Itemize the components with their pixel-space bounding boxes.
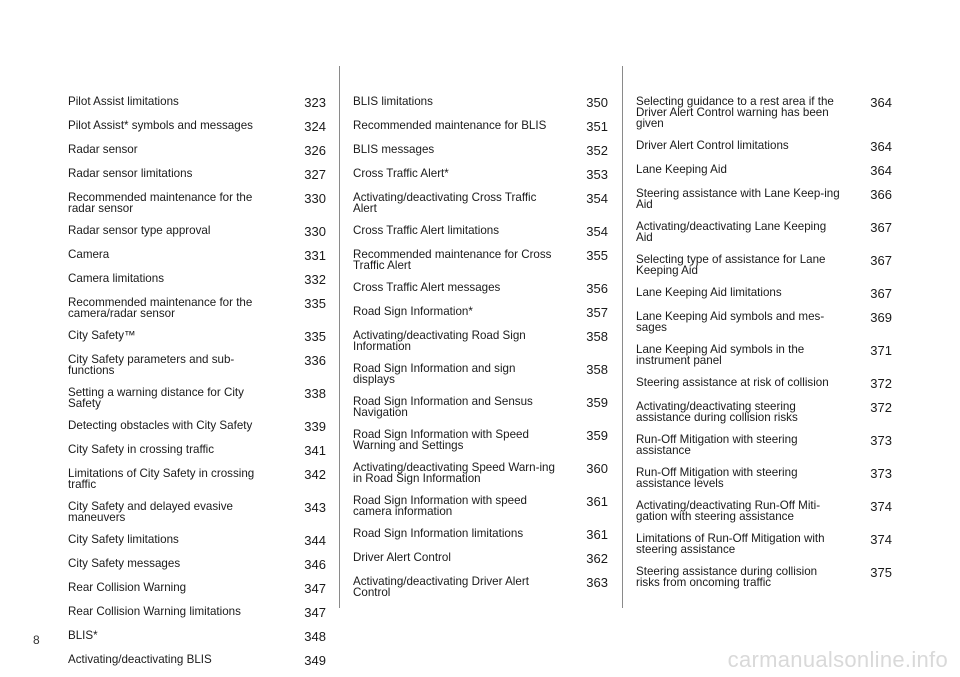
- toc-entry[interactable]: [353, 548, 608, 565]
- toc-entry[interactable]: [68, 92, 326, 109]
- toc-entry-title: Run-Off Mitigation with steering assistance: [636, 433, 798, 457]
- toc-entry-page: 361: [586, 494, 608, 509]
- toc-entry-title: Road Sign Information with Speed Warning and Settings: [353, 428, 529, 452]
- toc-entry-title: City Safety in crossing traffic: [68, 443, 215, 456]
- toc-entry[interactable]: [353, 221, 608, 238]
- toc-entry-title: Recommended maintenance for the radar sensor: [68, 191, 253, 215]
- toc-entry-page: 374: [870, 532, 892, 547]
- toc-entry-title: Road Sign Information*: [353, 305, 473, 318]
- toc-entry-title: Activating/deactivating BLIS: [68, 653, 212, 666]
- toc-entry-page: 367: [870, 286, 892, 301]
- toc-entry-title: Activating/deactivating Run-Off Miti-gation with steering assistance: [636, 499, 821, 523]
- toc-entry-page: 362: [586, 551, 608, 566]
- toc-entry-title: Run-Off Mitigation with steering assistance levels: [636, 466, 798, 490]
- toc-entry[interactable]: [353, 278, 608, 295]
- toc-entry-title: City Safety limitations: [68, 533, 179, 546]
- toc-entry-page: 372: [870, 376, 892, 391]
- toc-entry-page: 374: [870, 499, 892, 514]
- toc-entry[interactable]: [68, 626, 326, 643]
- toc-entry-title: Steering assistance with Lane Keep-ing Aid: [636, 187, 840, 211]
- toc-entry-title: Lane Keeping Aid symbols and mes-sages: [636, 310, 825, 334]
- toc-entry-page: 339: [304, 419, 326, 434]
- toc-entry[interactable]: [353, 164, 608, 181]
- toc-entry-title: Driver Alert Control: [353, 551, 451, 564]
- toc-entry[interactable]: [636, 160, 892, 177]
- toc-entry[interactable]: [353, 359, 608, 385]
- toc-entry-page: 347: [304, 605, 326, 620]
- toc-entry[interactable]: [636, 430, 892, 456]
- toc-entry-title: Limitations of Run-Off Mitigation with steering assistance: [636, 532, 825, 556]
- toc-entry-title: Cross Traffic Alert limitations: [353, 224, 500, 237]
- toc-entry-title: Road Sign Information limitations: [353, 527, 524, 540]
- toc-entry-page: 358: [586, 329, 608, 344]
- column-divider: [339, 66, 340, 608]
- toc-entry-title: BLIS messages: [353, 143, 435, 156]
- toc-entry-title: Rear Collision Warning limitations: [68, 605, 241, 618]
- toc-entry[interactable]: [636, 373, 892, 390]
- toc-entry-page: 361: [586, 527, 608, 542]
- toc-entry-page: 326: [304, 143, 326, 158]
- toc-entry-title: Selecting type of assistance for Lane Keeping Aid: [636, 253, 826, 277]
- toc-entry-title: Activating/deactivating Road Sign Information: [353, 329, 526, 353]
- toc-entry[interactable]: [636, 496, 892, 522]
- toc-entry-page: 371: [870, 343, 892, 358]
- toc-entry[interactable]: [636, 136, 892, 153]
- toc-entry-title: City Safety parameters and sub-functions: [68, 353, 235, 377]
- toc-entry-page: 353: [586, 167, 608, 182]
- toc-entry-page: 359: [586, 395, 608, 410]
- toc-entry-title: Pilot Assist* symbols and messages: [68, 119, 253, 132]
- toc-entry[interactable]: [636, 307, 892, 333]
- toc-entry-page: 351: [586, 119, 608, 134]
- toc-entry-title: Radar sensor: [68, 143, 138, 156]
- toc-entry-title: Activating/deactivating steering assistance during collision risks: [636, 400, 798, 424]
- toc-entry[interactable]: [68, 350, 326, 376]
- toc-column-2: [353, 92, 608, 605]
- toc-entry-title: Lane Keeping Aid symbols in the instrument panel: [636, 343, 805, 367]
- toc-entry-title: Cross Traffic Alert messages: [353, 281, 501, 294]
- toc-entry-title: Pilot Assist limitations: [68, 95, 179, 108]
- toc-entry-page: 363: [586, 575, 608, 590]
- toc-entry-title: Lane Keeping Aid: [636, 163, 727, 176]
- toc-entry-title: City Safety™: [68, 329, 136, 342]
- toc-entry[interactable]: [68, 602, 326, 619]
- toc-entry[interactable]: [353, 92, 608, 109]
- toc-entry-title: Activating/deactivating Speed Warn-ing in Road Sign Information: [353, 461, 555, 485]
- toc-entry-page: 338: [304, 386, 326, 401]
- toc-entry[interactable]: [68, 416, 326, 433]
- toc-entry[interactable]: [68, 440, 326, 457]
- toc-entry-page: 359: [586, 428, 608, 443]
- toc-entry[interactable]: [68, 497, 326, 523]
- toc-entry-page: 341: [304, 443, 326, 458]
- toc-entry-page: 354: [586, 224, 608, 239]
- toc-entry-page: 373: [870, 466, 892, 481]
- toc-entry-title: Camera limitations: [68, 272, 164, 285]
- toc-entry-title: Steering assistance at risk of collision: [636, 376, 829, 389]
- toc-entry-page: 335: [304, 296, 326, 311]
- toc-entry-page: 357: [586, 305, 608, 320]
- toc-entry-page: 331: [304, 248, 326, 263]
- toc-entry[interactable]: [68, 650, 326, 667]
- toc-entry[interactable]: [636, 562, 892, 588]
- toc-entry-title: Recommended maintenance for the camera/radar sensor: [68, 296, 253, 320]
- watermark: carmanualsonline.info: [727, 647, 948, 672]
- toc-entry[interactable]: [353, 425, 608, 451]
- toc-entry-title: Road Sign Information and sign displays: [353, 362, 516, 386]
- toc-entry-page: 332: [304, 272, 326, 287]
- toc-entry[interactable]: [636, 92, 892, 129]
- toc-entry[interactable]: [636, 250, 892, 276]
- toc-column-1: [68, 92, 326, 674]
- toc-entry[interactable]: [68, 245, 326, 262]
- toc-entry-page: 350: [586, 95, 608, 110]
- toc-entry-title: Activating/deactivating Driver Alert Control: [353, 575, 529, 599]
- toc-entry-title: Selecting guidance to a rest area if the Driver Alert Control warning has been given: [636, 95, 834, 130]
- toc-entry-page: 360: [586, 461, 608, 476]
- toc-entry-title: Cross Traffic Alert*: [353, 167, 449, 180]
- toc-entry-title: Recommended maintenance for Cross Traffic Alert: [353, 248, 552, 272]
- toc-entry[interactable]: [353, 458, 608, 484]
- toc-entry-title: Camera: [68, 248, 110, 261]
- toc-entry-page: 352: [586, 143, 608, 158]
- toc-entry-page: 324: [304, 119, 326, 134]
- toc-entry-page: 375: [870, 565, 892, 580]
- toc-entry-title: Radar sensor type approval: [68, 224, 211, 237]
- toc-entry[interactable]: [68, 140, 326, 157]
- toc-entry-title: Recommended maintenance for BLIS: [353, 119, 547, 132]
- toc-entry[interactable]: [636, 217, 892, 243]
- toc-entry[interactable]: [353, 140, 608, 157]
- toc-entry-title: BLIS*: [68, 629, 98, 642]
- toc-entry-page: 366: [870, 187, 892, 202]
- toc-entry-page: 367: [870, 253, 892, 268]
- toc-entry[interactable]: [68, 326, 326, 343]
- toc-entry-title: Lane Keeping Aid limitations: [636, 286, 782, 299]
- toc-entry[interactable]: [68, 383, 326, 409]
- toc-entry-page: 354: [586, 191, 608, 206]
- toc-entry[interactable]: [68, 464, 326, 490]
- toc-entry[interactable]: [68, 554, 326, 571]
- toc-entry-title: Activating/deactivating Cross Traffic Alert: [353, 191, 537, 215]
- toc-entry[interactable]: [68, 530, 326, 547]
- toc-entry[interactable]: [68, 293, 326, 319]
- toc-entry[interactable]: [636, 463, 892, 489]
- toc-entry-page: 346: [304, 557, 326, 572]
- toc-entry-title: City Safety messages: [68, 557, 181, 570]
- toc-entry-page: 344: [304, 533, 326, 548]
- toc-entry-page: 367: [870, 220, 892, 235]
- toc-entry-title: City Safety and delayed evasive maneuvers: [68, 500, 233, 524]
- toc-entry[interactable]: [353, 302, 608, 319]
- toc-entry[interactable]: [353, 392, 608, 418]
- toc-entry-title: Setting a warning distance for City Safety: [68, 386, 244, 410]
- toc-entry-page: 369: [870, 310, 892, 325]
- toc-entry-page: 335: [304, 329, 326, 344]
- toc-entry[interactable]: [636, 184, 892, 210]
- toc-entry-page: 343: [304, 500, 326, 515]
- page-number: 8: [33, 633, 40, 647]
- toc-entry[interactable]: [68, 221, 326, 238]
- toc-entry-title: Rear Collision Warning: [68, 581, 187, 594]
- toc-entry-title: Road Sign Information and Sensus Navigation: [353, 395, 533, 419]
- toc-entry[interactable]: [353, 245, 608, 271]
- toc-entry-title: Limitations of City Safety in crossing traffic: [68, 467, 255, 491]
- toc-entry-page: 349: [304, 653, 326, 668]
- toc-entry[interactable]: [636, 529, 892, 555]
- toc-entry[interactable]: [68, 269, 326, 286]
- toc-entry-page: 347: [304, 581, 326, 596]
- toc-entry[interactable]: [353, 188, 608, 214]
- toc-entry-page: 364: [870, 95, 892, 110]
- toc-entry[interactable]: [68, 164, 326, 181]
- toc-entry[interactable]: [353, 572, 608, 598]
- toc-entry[interactable]: [68, 578, 326, 595]
- toc-entry-page: 327: [304, 167, 326, 182]
- toc-entry-title: Steering assistance during collision risks from oncoming traffic: [636, 565, 818, 589]
- toc-entry-page: 323: [304, 95, 326, 110]
- toc-entry-title: Radar sensor limitations: [68, 167, 193, 180]
- toc-entry-page: 342: [304, 467, 326, 482]
- toc-entry-page: 336: [304, 353, 326, 368]
- toc-entry-page: 373: [870, 433, 892, 448]
- toc-column-3: [636, 92, 892, 595]
- toc-entry[interactable]: [353, 326, 608, 352]
- toc-entry[interactable]: [353, 491, 608, 517]
- toc-entry-title: BLIS limitations: [353, 95, 433, 108]
- toc-entry[interactable]: [353, 116, 608, 133]
- column-divider: [622, 66, 623, 608]
- toc-entry-page: 355: [586, 248, 608, 263]
- toc-entry-page: 364: [870, 163, 892, 178]
- toc-entry-page: 330: [304, 191, 326, 206]
- toc-entry-page: 348: [304, 629, 326, 644]
- toc-entry[interactable]: [636, 397, 892, 423]
- toc-entry-title: Detecting obstacles with City Safety: [68, 419, 253, 432]
- toc-entry[interactable]: [68, 116, 326, 133]
- toc-entry-page: 356: [586, 281, 608, 296]
- toc-entry-page: 358: [586, 362, 608, 377]
- toc-entry[interactable]: [636, 283, 892, 300]
- toc-entry-page: 372: [870, 400, 892, 415]
- toc-entry[interactable]: [353, 524, 608, 541]
- toc-entry-page: 364: [870, 139, 892, 154]
- toc-entry-title: Driver Alert Control limitations: [636, 139, 789, 152]
- toc-entry-page: 330: [304, 224, 326, 239]
- toc-entry-title: Activating/deactivating Lane Keeping Aid: [636, 220, 827, 244]
- toc-entry[interactable]: [68, 188, 326, 214]
- toc-entry-title: Road Sign Information with speed camera information: [353, 494, 528, 518]
- toc-entry[interactable]: [636, 340, 892, 366]
